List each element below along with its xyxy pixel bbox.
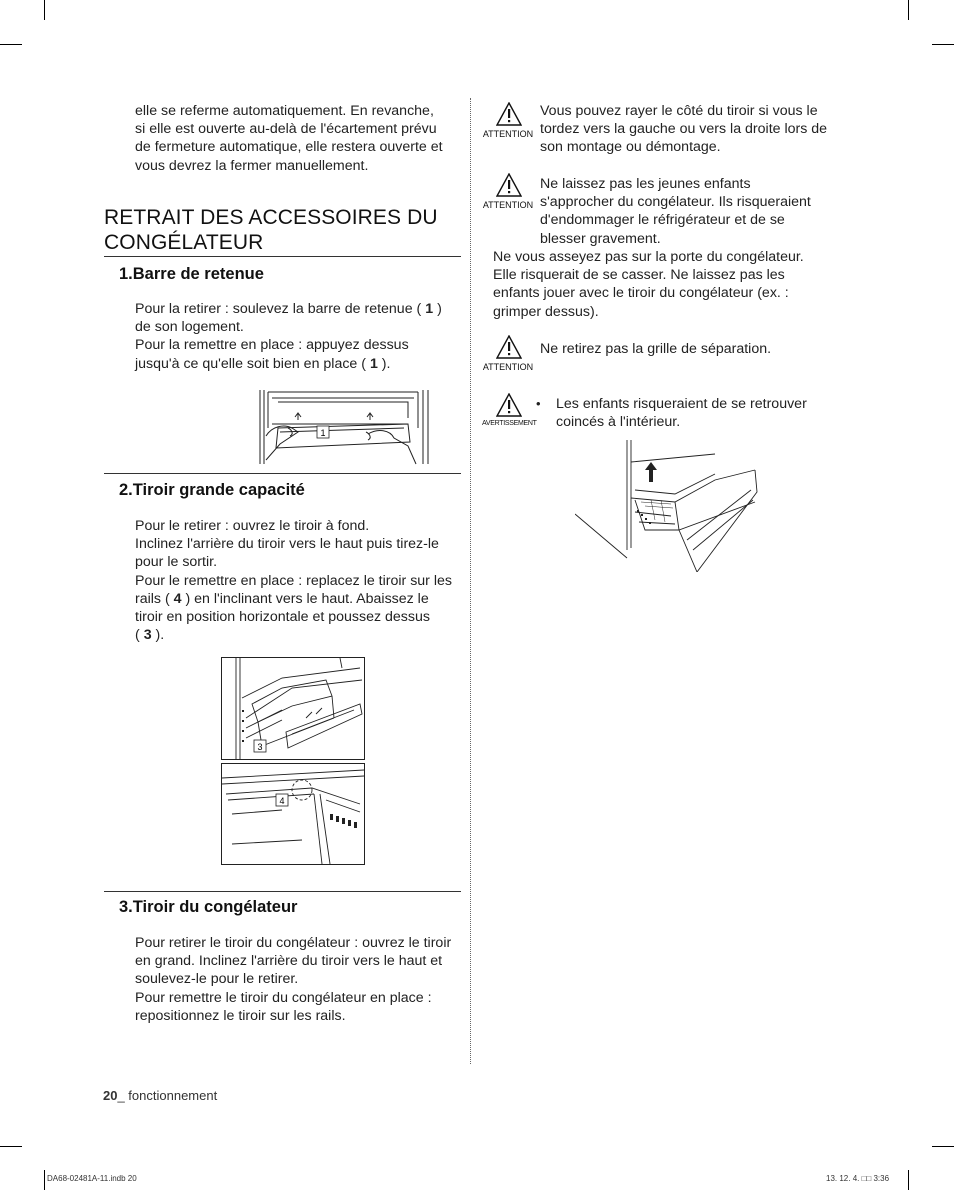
warning-line: son montage ou démontage. bbox=[540, 139, 721, 156]
figure-callout: 1 bbox=[320, 428, 326, 438]
warning-line: Ne laissez pas les jeunes enfants bbox=[540, 176, 751, 192]
warning-text bbox=[540, 102, 850, 157]
freezer-drawer-illustration bbox=[575, 440, 760, 572]
section-title-line: RETRAIT DES ACCESSOIRES DU bbox=[104, 206, 438, 229]
page-footer bbox=[103, 1088, 217, 1103]
section-rule bbox=[104, 891, 461, 892]
crop-mark bbox=[0, 1146, 22, 1147]
body-line: Pour remettre le tiroir du congélateur en place : bbox=[135, 989, 432, 1006]
warning-line: Ne retirez pas la grille de séparation. bbox=[540, 341, 772, 357]
crop-mark bbox=[44, 0, 45, 20]
section-rule bbox=[104, 473, 461, 474]
retaining-bar-illustration bbox=[258, 388, 430, 466]
body-line: pour le sortir. bbox=[135, 554, 218, 571]
warning-text bbox=[556, 395, 856, 431]
subsection-body bbox=[135, 934, 470, 1025]
warning-line: blesser gravement. bbox=[540, 230, 661, 247]
body-line: Inclinez l'arrière du tiroir vers le haut puis tirez-le bbox=[135, 536, 439, 553]
figure-callout: 3 bbox=[257, 742, 263, 752]
body-line: tiroir en position horizontale et poussez dessus bbox=[135, 609, 430, 626]
warning-label: ATTENTION bbox=[482, 200, 534, 210]
page-number: 20 bbox=[103, 1088, 118, 1103]
body-line: Pour la retirer : soulevez la barre de retenue ( 1 ) bbox=[135, 301, 442, 317]
warning-line: Les enfants risqueraient de se retrouver bbox=[556, 396, 807, 412]
body-line: rails ( 4 ) en l'inclinant vers le haut. Abaissez le bbox=[135, 590, 429, 607]
section-title bbox=[104, 205, 464, 255]
warning-text bbox=[540, 175, 850, 248]
body-line: Pour le remettre en place : replacez le tiroir sur les bbox=[135, 572, 452, 589]
crop-mark bbox=[908, 1170, 909, 1190]
body-line: repositionnez le tiroir sur les rails. bbox=[135, 1007, 346, 1024]
subsection-title: 3.Tiroir du congélateur bbox=[119, 898, 298, 916]
large-drawer-illustration-top bbox=[221, 657, 365, 760]
footer-section: _ fonctionnement bbox=[117, 1088, 218, 1103]
bullet-dot: • bbox=[536, 396, 541, 411]
warning-line: d'endommager le réfrigérateur et de se bbox=[540, 212, 785, 229]
warning-line: grimper dessus). bbox=[493, 303, 599, 320]
subsection-title: 2.Tiroir grande capacité bbox=[119, 481, 305, 499]
section-title-line: CONGÉLATEUR bbox=[104, 231, 264, 254]
column-divider bbox=[470, 98, 471, 1064]
body-line: en grand. Inclinez l'arrière du tiroir vers le haut et bbox=[135, 953, 443, 970]
subsection-body bbox=[135, 517, 470, 644]
body-line: ( 3 ). bbox=[135, 627, 165, 644]
warning-line: Ne vous asseyez pas sur la porte du congélateur. bbox=[493, 249, 804, 265]
body-line: Pour le retirer : ouvrez le tiroir à fond. bbox=[135, 518, 370, 534]
body-line: Pour la remettre en place : appuyez dessus bbox=[135, 337, 409, 354]
avertissement-warning-icon bbox=[482, 393, 538, 437]
intro-line: de fermeture automatique, elle restera ouverte et bbox=[135, 139, 443, 156]
warning-line: coincés à l'intérieur. bbox=[556, 414, 681, 431]
warning-label: ATTENTION bbox=[482, 362, 534, 372]
subsection-body bbox=[135, 300, 465, 373]
crop-mark bbox=[44, 1170, 45, 1190]
attention-warning-icon bbox=[482, 102, 538, 146]
intro-paragraph bbox=[135, 102, 465, 175]
print-file-info: DA68-02481A-11.indb 20 bbox=[47, 1174, 137, 1183]
warning-label: AVERTISSEMENT bbox=[482, 420, 537, 427]
intro-line: vous devrez la fermer manuellement. bbox=[135, 157, 369, 174]
crop-mark bbox=[932, 44, 954, 45]
figure-callout: 4 bbox=[279, 796, 285, 806]
attention-warning-icon bbox=[482, 173, 538, 217]
warning-line: Elle risquerait de se casser. Ne laissez pas les bbox=[493, 267, 785, 284]
crop-mark bbox=[0, 44, 22, 45]
subsection-title: 1.Barre de retenue bbox=[119, 265, 264, 283]
warning-line: s'approcher du congélateur. Ils risqueraient bbox=[540, 194, 811, 211]
warning-line: enfants jouer avec le tiroir du congélateur (ex. : bbox=[493, 285, 789, 302]
warning-text bbox=[540, 340, 850, 358]
crop-mark bbox=[932, 1146, 954, 1147]
intro-line: elle se referme automatiquement. En revanche, bbox=[135, 103, 434, 119]
warning-extra-text bbox=[493, 248, 843, 321]
section-rule bbox=[104, 256, 461, 257]
large-drawer-illustration-bottom bbox=[221, 763, 365, 865]
intro-line: si elle est ouverte au-delà de l'écartement prévu bbox=[135, 121, 437, 138]
body-line: jusqu'à ce qu'elle soit bien en place ( 1 ). bbox=[135, 355, 391, 372]
body-line: soulevez-le pour le retirer. bbox=[135, 971, 299, 988]
print-date-info: 13. 12. 4. □□ 3:36 bbox=[826, 1174, 890, 1183]
body-line: Pour retirer le tiroir du congélateur : ouvrez le tiroir bbox=[135, 935, 452, 951]
warning-line: tordez vers la gauche ou vers la droite lors de bbox=[540, 121, 828, 138]
warning-line: Vous pouvez rayer le côté du tiroir si vous le bbox=[540, 103, 818, 119]
warning-label: ATTENTION bbox=[482, 129, 534, 139]
body-line: de son logement. bbox=[135, 319, 244, 336]
attention-warning-icon bbox=[482, 335, 538, 379]
crop-mark bbox=[908, 0, 909, 20]
